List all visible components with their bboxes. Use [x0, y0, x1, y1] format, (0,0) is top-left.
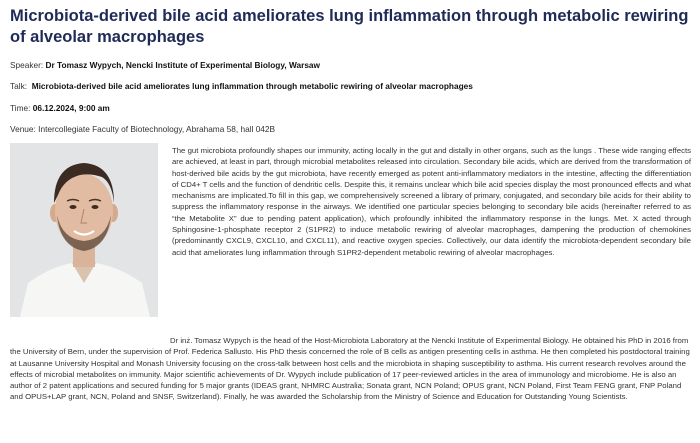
talk-title: Microbiota-derived bile acid ameliorates lung inflammation through metabolic rewiring of alveolar macrophages	[31, 81, 473, 91]
bio-text: Dr inż. Tomasz Wypych is the head of the Host-Microbiota Laboratory at the Nencki Institute of Experimental Biology. He obtained his PhD in 2016 from the University of Bern, under the supervision of Prof. Federica Sallusto. His PhD thesis concerned the role of B cells as antigen presenting cells in asthma. He then completed his postdoctoral training at Lausanne University Hospital and Monash University focusing on the cross-talk between host cells and the microbiota in shaping susceptibility to asthma. His current research revolves around the effects of microbial metabolites on immunity. Major scientific achievements of Dr. Wypych include publication of 17 peer-reviewed articles in the area of immunology and microbiome. He is also an author of 2 patent applications and secured funding for 5 major grants (IDEAS grant, NHMRC Australia; Sonata grant, NCN Poland; OPUS grant, NCN Poland, First Team FENG grant, FNP Poland and OPUS+LAP grant, NCN, Poland and SNSF, Switzerland). Finally, he was awarded the Scholarship from the Ministry of Science and Education for Outstanding Young Scientists.	[10, 336, 690, 402]
speaker-name: Dr Tomasz Wypych, Nencki Institute of Experimental Biology, Warsaw	[45, 60, 321, 70]
talk-abstract: The gut microbiota profoundly shapes our immunity, acting locally in the gut and distally in other organs, such as the lungs . These wide ranging effects are achieved, at least in part, through microbial metabolites released into circulation. Secondary bile acids, which are derived from the transformation of host-derived bile acids by the gut microbiota, have recently emerged as potent anti-inflammatory mediators in the intestine, affecting the differentiation of CD4+ T cells and the function of dendritic cells. Despite this, it remains unclear which bile acid species display the most pronounced effects and what mechanisms are implicated.To fill in this gap, we comprehensively screened a library of primary, conjugated, and secondary bile acids for their ability to suppress the inflammatory response in the airways. We identified one particular species belonging to secondary bile acids (hereinafter referred to as “the Metabolite X” due to pending patent application), which profoundly inhibited the inflammatory response in the lungs. Met. X acted through Sphingosine-1-phosphate receptor 2 (S1PR2) to induce metabolic rewiring of alveolar macrophages, dampening the production of chemokines (predominantly CXCL9, CXCL10, and CXCL11), and reactive oxygen species. Collectively, our data identify the microbiota-dependent secondary bile acid that ameliorates lung inflammation through S1PR2-dependent metabolic rewiring of alveolar macrophages.	[172, 146, 691, 257]
venue-label: Venue:	[10, 124, 36, 134]
time-label: Time:	[10, 103, 31, 113]
speaker-bio	[10, 335, 692, 403]
talk-line	[10, 81, 473, 91]
venue-value: Intercollegiate Faculty of Biotechnology, Abrahama 58, hall 042B	[38, 124, 276, 134]
speaker-photo	[10, 143, 158, 317]
talk-label: Talk:	[10, 81, 28, 91]
page-title: Microbiota-derived bile acid ameliorates lung inflammation through metabolic rewiring of alveolar macrophages	[10, 7, 689, 46]
speaker-line	[10, 60, 320, 70]
time-line	[10, 103, 110, 113]
time-value: 06.12.2024, 9:00 am	[32, 103, 110, 113]
speaker-label: Speaker:	[10, 60, 44, 70]
venue-line	[10, 124, 275, 134]
